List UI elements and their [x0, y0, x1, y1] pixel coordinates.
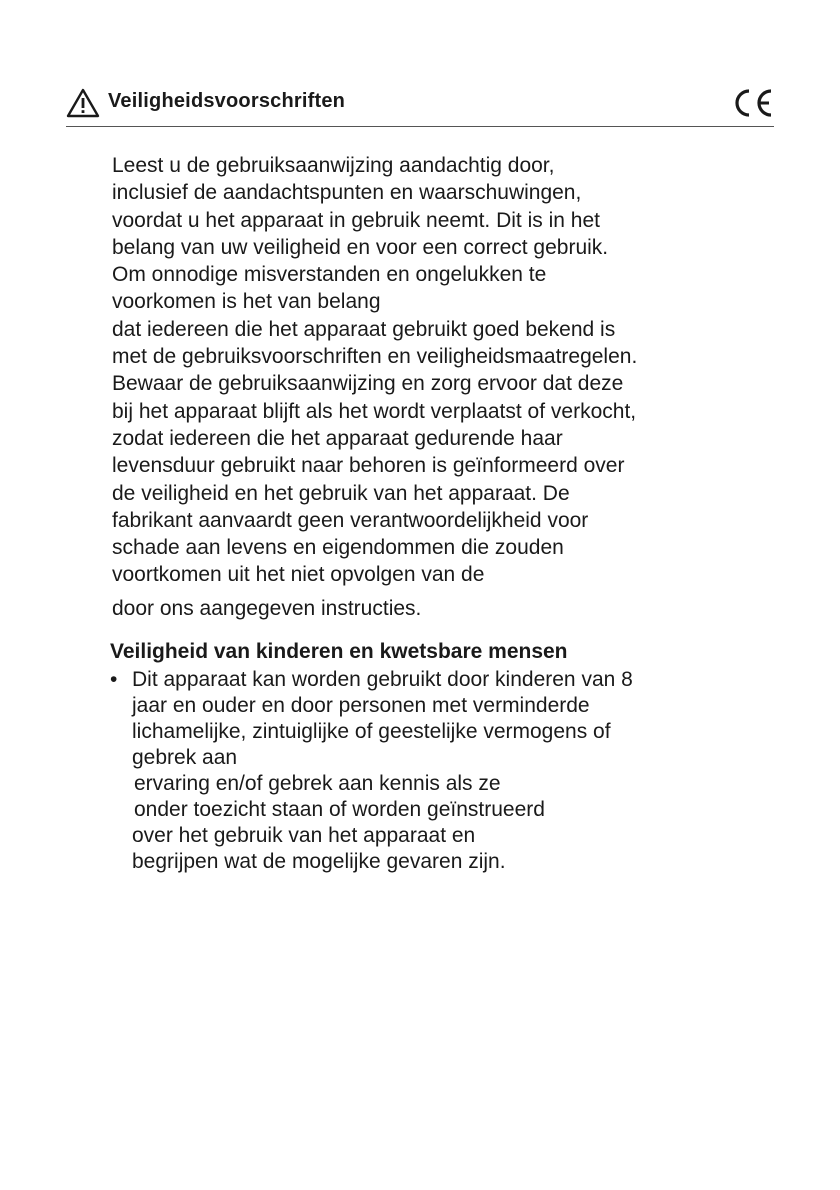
bullet-line: lichamelijke, zintuiglijke of geestelijke vermogens of [132, 720, 611, 743]
intro-line: voordat u het apparaat in gebruik neemt. Dit is in het [112, 208, 600, 232]
intro-line: schade aan levens en eigendommen die zouden [112, 536, 564, 560]
bullet-line: begrijpen wat de mogelijke gevaren zijn. [132, 850, 506, 873]
bullet-line: ervaring en/of gebrek aan kennis als ze [134, 772, 501, 795]
intro-line: dat iedereen die het apparaat gebruikt goed bekend is [112, 317, 616, 341]
intro-line: Bewaar de gebruiksaanwijzing en zorg ervoor dat deze [112, 372, 624, 396]
header-divider [66, 126, 774, 127]
bullet-line: over het gebruik van het apparaat en [132, 824, 476, 847]
ce-mark-icon [730, 86, 774, 120]
intro-line: bij het apparaat blijft als het wordt verplaatst of verkocht, [112, 399, 637, 423]
intro-line: fabrikant aanvaardt geen verantwoordelijkheid voor [112, 508, 589, 532]
section-heading: Veiligheid van kinderen en kwetsbare mensen [110, 640, 568, 663]
bullet-marker: • [110, 668, 118, 691]
page-header [66, 86, 774, 126]
intro-line: levensduur gebruikt naar behoren is geïnformeerd over [112, 454, 625, 478]
intro-line: voorkomen is het van belang [112, 290, 381, 314]
bullet-line: jaar en ouder en door personen met verminderde [132, 694, 590, 717]
intro-line: inclusief de aandachtspunten en waarschuwingen, [112, 181, 582, 205]
intro-line: de veiligheid en het gebruik van het apparaat. De [112, 481, 570, 505]
intro-line: belang van uw veiligheid en voor een correct gebruik. [112, 235, 609, 259]
intro-line: met de gebruiksvoorschriften en veiligheidsmaatregelen. [112, 345, 638, 369]
intro-paragraph [112, 152, 752, 622]
intro-line: Om onnodige misverstanden en ongelukken te [112, 263, 547, 287]
warning-triangle-icon [66, 88, 100, 118]
bullet-line: Dit apparaat kan worden gebruikt door kinderen van 8 [132, 668, 633, 691]
intro-line: voortkomen uit het niet opvolgen van de [112, 563, 485, 587]
bullet-line: onder toezicht staan of worden geïnstrueerd [134, 798, 545, 821]
intro-line: Leest u de gebruiksaanwijzing aandachtig door, [112, 154, 555, 177]
page-title: Veiligheidsvoorschriften [108, 90, 346, 112]
intro-line: door ons aangegeven instructies. [112, 596, 422, 620]
list-item [132, 667, 633, 875]
bullet-line: gebrek aan [132, 746, 238, 769]
intro-line: zodat iedereen die het apparaat gedurende haar [112, 426, 563, 450]
